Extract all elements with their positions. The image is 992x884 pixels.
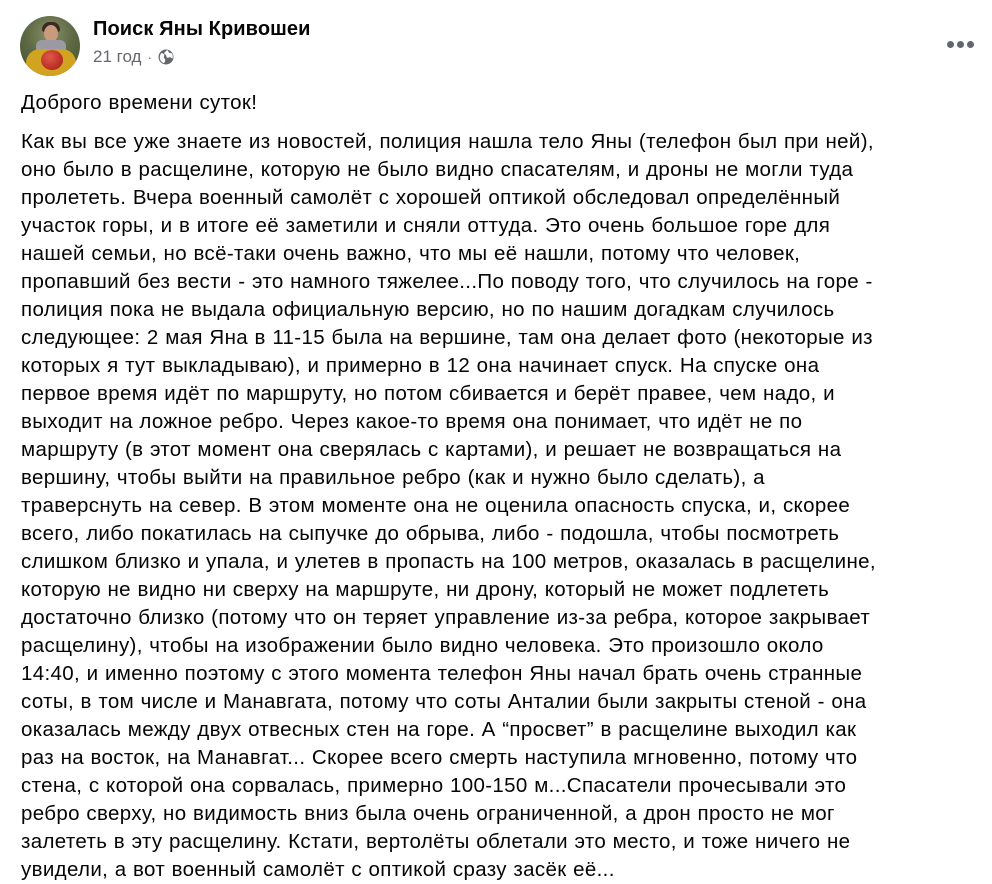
post-text-line: вершину, чтобы выйти на правильное ребро (как и нужно было сделать), а (21, 466, 765, 489)
post-meta (93, 47, 174, 67)
more-horizontal-icon-dot (967, 41, 974, 48)
post-text-line: соты, в том числе и Манавгата, потому что соты Анталии были закрыты стеной - она (21, 690, 867, 713)
avatar-ball (41, 50, 63, 70)
post-text-line: расщелину), чтобы на изображении было видно человека. Это произошло около (21, 634, 824, 657)
author-name-link[interactable]: Поиск Яны Кривошеи (93, 18, 311, 40)
post-text-line: полиция пока не выдала официальную версию, но по нашим догадкам случилось (21, 298, 835, 321)
post-text-line: которых я тут выкладываю), и примерно в 12 она начинает спуск. На спуске она (21, 354, 820, 377)
more-horizontal-icon (947, 41, 954, 48)
post-text-line: пропавший без вести - это намного тяжелее...По поводу того, что случилось на горе - (21, 270, 873, 293)
post-text-line: ребро сверху, но видимость вниз была очень ограниченной, а дрон просто не мог (21, 802, 835, 825)
post-text-line: которую не видно ни сверху на маршруте, ни дрону, который не может подлететь (21, 578, 830, 601)
post-text-line: раз на восток, на Манавгат... Скорее всего смерть наступила мгновенно, потому что (21, 746, 858, 769)
post-header (20, 16, 980, 76)
author-avatar[interactable] (20, 16, 80, 76)
post-text-line: маршруту (в этот момент она сверялась с картами), и решает не возвращаться на (21, 438, 842, 461)
post-greeting: Доброго времени суток! (21, 91, 258, 114)
globe-icon[interactable] (158, 49, 174, 65)
post-text-line: выходит на ложное ребро. Через какое-то время она понимает, что идёт не по (21, 410, 803, 433)
post-text-line: следующее: 2 мая Яна в 11-15 была на вершине, там она делает фото (некоторые из (21, 326, 873, 349)
post-text-line: увидели, а вот военный самолёт с оптикой сразу засёк её... (21, 858, 615, 881)
post-text-line: оказалась между двух отвесных стен на горе. А “просвет” в расщелине выходил как (21, 718, 857, 741)
more-horizontal-icon-dot (957, 41, 964, 48)
post-text-line: достаточно близко (потому что он теряет управление из-за ребра, которое закрывает (21, 606, 871, 629)
post-timestamp[interactable]: 21 год (93, 47, 142, 66)
post-text-line: стена, с которой она сорвалась, примерно 100-150 м...Спасатели прочесывали это (21, 774, 847, 797)
post-text-line: Как вы все уже знаете из новостей, полиция нашла тело Яны (телефон был при ней), (21, 130, 874, 153)
post-text-line: слишком близко и упала, и улетев в пропасть на 100 метров, оказалась в расщелине, (21, 550, 876, 573)
post-text-line: траверснуть на север. В этом моменте она не оценила опасность спуска, и, скорее (21, 494, 851, 517)
meta-separator: · (147, 49, 153, 65)
post-text-line: оно было в расщелине, которую не было видно спасателям, и дроны не могли туда (21, 158, 854, 181)
post-text-line: участок горы, и в итоге её заметили и сняли оттуда. Это очень большое горе для (21, 214, 831, 237)
post-text-line: нашей семьи, но всё-таки очень важно, что мы её нашли, потому что человек, (21, 242, 801, 265)
post-text-line: первое время идёт по маршруту, но потом сбивается и берёт правее, чем надо, и (21, 382, 835, 405)
post-text-line: всего, либо покатилась на сыпучке до обрыва, либо - подошла, чтобы посмотреть (21, 522, 840, 545)
post-text-line: залететь в эту расщелину. Кстати, вертолёты облетали это место, и тоже ничего не (21, 830, 851, 853)
more-options-button[interactable] (942, 32, 978, 56)
post-text (21, 89, 981, 884)
post-text-line: пролететь. Вчера военный самолёт с хорошей оптикой обследовал определённый (21, 186, 841, 209)
post-text-line: 14:40, и именно поэтому с этого момента телефон Яны начал брать очень странные (21, 662, 863, 685)
